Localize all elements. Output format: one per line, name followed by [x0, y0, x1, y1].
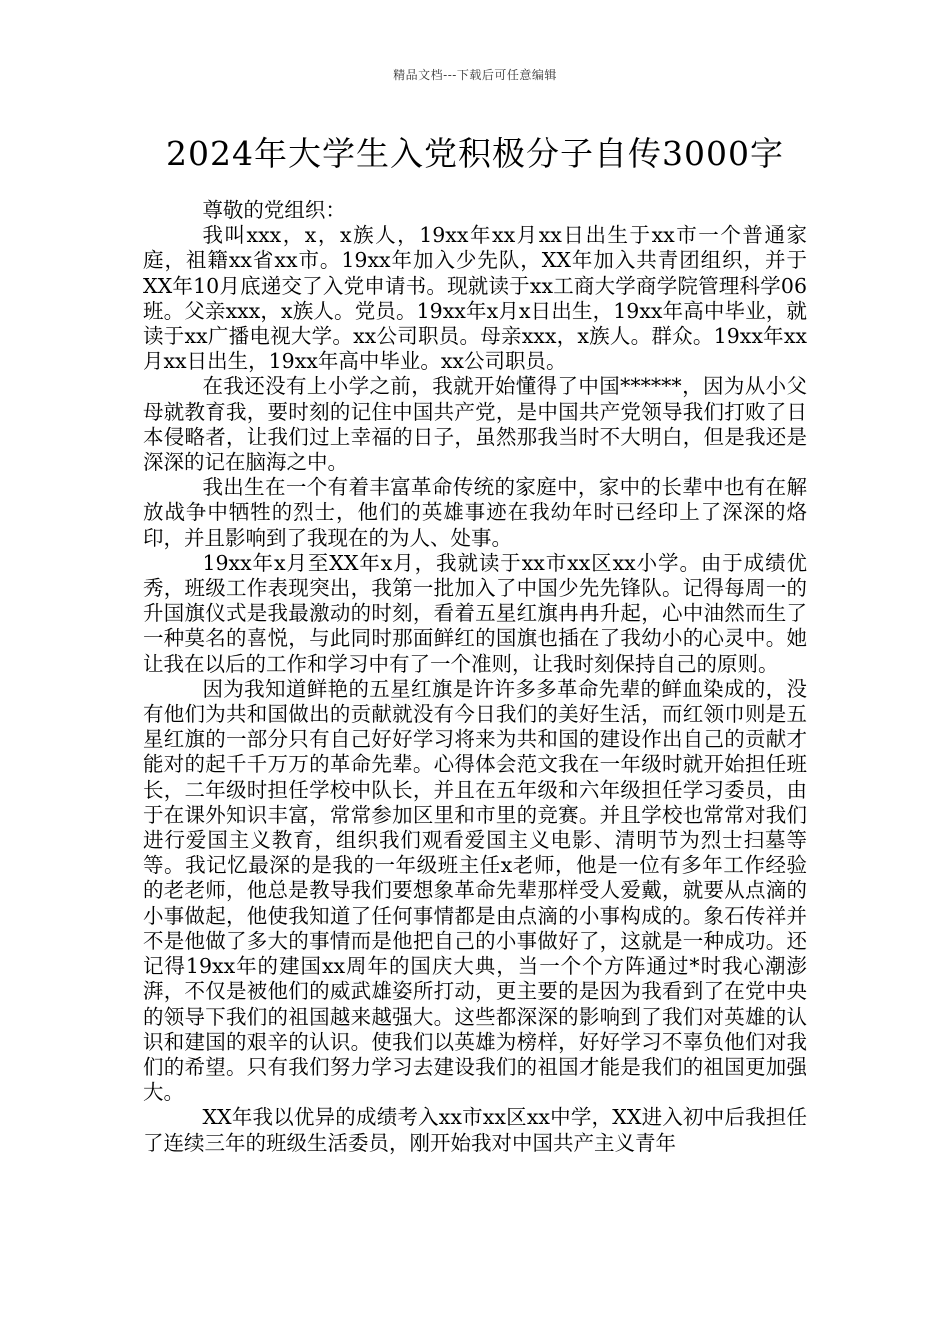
document-title: 2024年大学生入党积极分子自传3000字 — [166, 134, 784, 173]
paragraph: 因为我知道鲜艳的五星红旗是许许多多革命先辈的鲜血染成的，没有他们为共和国做出的贡献就没有今日我们的美好生活，而红领巾则是五星红旗的一部分只有自己好好学习将来为共和国的建设作出自己的贡献才能对的起千千万万的革命先辈。心得体会范文我在一年级时就开始担任班长，二年级时担任学校中队长，并且在五年级和六年级担任学习委员，由于在课外知识丰富，常常参加区里和市里的竞赛。并且学校也常常对我们进行爱国主义教育，组织我们观看爱国主义电影、清明节为烈士扫墓等等。我记忆最深的是我的一年级班主任x老师，他是一位有多年工作经验的老老师，他总是教导我们要想象革命先辈那样受人爱戴，就要从点滴的小事做起，他使我知道了任何事情都是由点滴的小事构成的。象石传祥并不是他做了多大的事情而是他把自己的小事做好了，这就是一种成功。还记得19xx年的建国xx周年的国庆大典，当一个个方阵通过*时我心潮澎湃，不仅是被他们的威武雄姿所打动，更主要的是因为我看到了在党中央的领导下我们的祖国越来越强大。这些都深深的影响到了我们对英雄的认识和建国的艰辛的认识。使我们以英雄为榜样，好好学习不辜负他们对我们的希望。只有我们努力学习去建设我们的祖国才能是我们的祖国更加强大。 — [143, 676, 807, 1105]
paragraph: 我出生在一个有着丰富革命传统的家庭中，家中的长辈中也有在解放战争中牺牲的烈士，他们的英雄事迹在我幼年时已经印上了深深的烙印，并且影响到了我现在的为人、处事。 — [143, 475, 807, 550]
paragraph: 19xx年x月至XX年x月，我就读于xx市xx区xx小学。由于成绩优秀，班级工作表现突出，我第一批加入了中国少先先锋队。记得每周一的升国旗仪式是我最激动的时刻，看着五星红旗冉冉升起，心中油然而生了一种莫名的喜悦，与此同时那面鲜红的国旗也插在了我幼小的心灵中。她让我在以后的工作和学习中有了一个准则，让我时刻保持自己的原则。 — [143, 550, 807, 676]
document-body — [143, 198, 807, 1156]
document-header-note: 精品文档---下载后可任意编辑 — [393, 68, 557, 82]
salutation: 尊敬的党组织： — [202, 198, 346, 222]
paragraph: XX年我以优异的成绩考入xx市xx区xx中学，XX进入初中后我担任了连续三年的班级生活委员，刚开始我对中国共产主义青年 — [143, 1105, 807, 1155]
paragraph: 我叫xxx，x，x族人，19xx年xx月xx日出生于xx市一个普通家庭，祖籍xx省xx市。19xx年加入少先队，XX年加入共青团组织，并于XX年10月底递交了入党申请书。现就读于xx工商大学商学院管理科学06班。父亲xxx，x族人。党员。19xx年x月x日出生，19xx年高中毕业，就读于xx广播电视大学。xx公司职员。母亲xxx，x族人。群众。19xx年xx月xx日出生，19xx年高中毕业。xx公司职员。 — [143, 223, 807, 374]
paragraph: 在我还没有上小学之前，我就开始懂得了中国******，因为从小父母就教育我，要时刻的记住中国共产党，是中国共产党领导我们打败了日本侵略者，让我们过上幸福的日子，虽然那我当时不大明白，但是我还是深深的记在脑海之中。 — [143, 374, 807, 475]
